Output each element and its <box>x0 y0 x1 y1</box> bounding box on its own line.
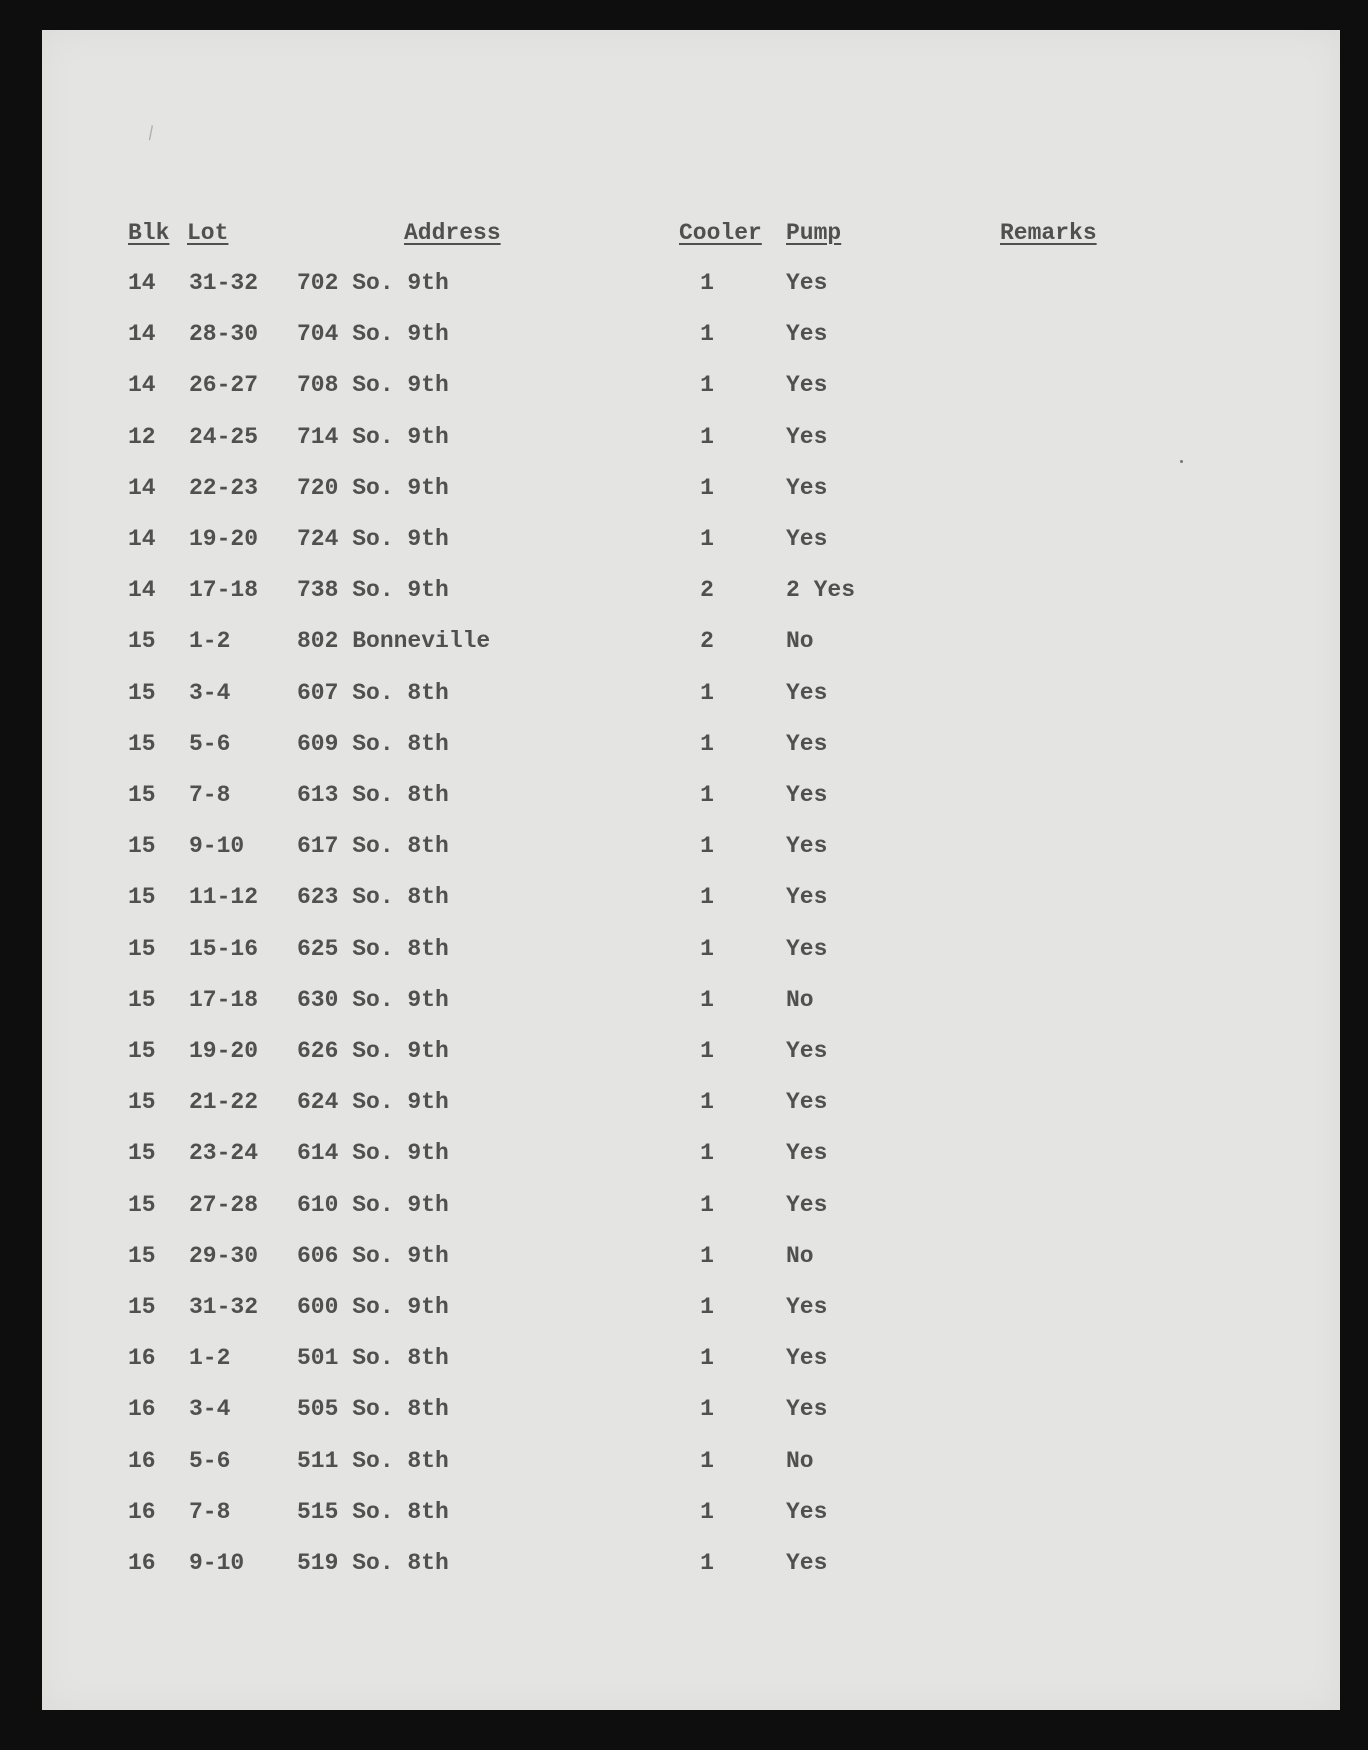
table-row <box>42 1343 1340 1373</box>
pencil-mark: \ <box>138 123 160 146</box>
cell-blk: 14 <box>128 270 156 296</box>
cell-cooler: 1 <box>700 1192 714 1218</box>
cell-pump: Yes <box>786 372 828 398</box>
cell-cooler: 1 <box>700 424 714 450</box>
cell-lot: 7-8 <box>189 782 231 808</box>
cell-blk: 14 <box>128 526 156 552</box>
cell-lot: 5-6 <box>189 1448 231 1474</box>
cell-pump: Yes <box>786 1140 828 1166</box>
cell-lot: 3-4 <box>189 1396 231 1422</box>
cell-pump: No <box>786 1243 814 1269</box>
cell-cooler: 1 <box>700 1243 714 1269</box>
table-row <box>42 473 1340 503</box>
cell-blk: 12 <box>128 424 156 450</box>
cell-pump: No <box>786 628 814 654</box>
cell-blk: 15 <box>128 628 156 654</box>
cell-blk: 14 <box>128 475 156 501</box>
table-row <box>42 626 1340 656</box>
cell-blk: 15 <box>128 1140 156 1166</box>
cell-address: 625 So. 8th <box>297 936 449 962</box>
cell-cooler: 1 <box>700 1396 714 1422</box>
cell-pump: Yes <box>786 1499 828 1525</box>
cell-address: 511 So. 8th <box>297 1448 449 1474</box>
table-row <box>42 678 1340 708</box>
cell-cooler: 1 <box>700 1448 714 1474</box>
cell-lot: 24-25 <box>189 424 259 450</box>
cell-blk: 15 <box>128 1192 156 1218</box>
cell-lot: 15-16 <box>189 936 259 962</box>
cell-lot: 11-12 <box>189 884 259 910</box>
table-row <box>42 575 1340 605</box>
table-row <box>42 831 1340 861</box>
cell-address: 626 So. 9th <box>297 1038 449 1064</box>
cell-blk: 15 <box>128 731 156 757</box>
cell-lot: 21-22 <box>189 1089 259 1115</box>
cell-cooler: 1 <box>700 833 714 859</box>
cell-address: 630 So. 9th <box>297 987 449 1013</box>
cell-lot: 22-23 <box>189 475 259 501</box>
cell-address: 623 So. 8th <box>297 884 449 910</box>
cell-cooler: 1 <box>700 1140 714 1166</box>
document-page <box>42 30 1340 1710</box>
cell-blk: 14 <box>128 372 156 398</box>
table-row <box>42 1036 1340 1066</box>
table-row <box>42 1446 1340 1476</box>
cell-cooler: 1 <box>700 1089 714 1115</box>
cell-blk: 16 <box>128 1550 156 1576</box>
header-address: Address <box>404 220 501 246</box>
cell-blk: 14 <box>128 577 156 603</box>
cell-cooler: 2 <box>700 577 714 603</box>
cell-address: 607 So. 8th <box>297 680 449 706</box>
cell-cooler: 1 <box>700 936 714 962</box>
cell-address: 802 Bonneville <box>297 628 491 654</box>
table-header <box>42 218 1340 248</box>
cell-blk: 15 <box>128 833 156 859</box>
cell-cooler: 1 <box>700 526 714 552</box>
cell-blk: 16 <box>128 1345 156 1371</box>
table-row <box>42 1241 1340 1271</box>
cell-blk: 15 <box>128 1089 156 1115</box>
cell-blk: 15 <box>128 1243 156 1269</box>
cell-address: 720 So. 9th <box>297 475 449 501</box>
table-row <box>42 1292 1340 1322</box>
cell-pump: Yes <box>786 270 828 296</box>
cell-cooler: 1 <box>700 680 714 706</box>
cell-pump: Yes <box>786 321 828 347</box>
table-row <box>42 882 1340 912</box>
table-row <box>42 1548 1340 1578</box>
cell-cooler: 1 <box>700 1038 714 1064</box>
cell-lot: 5-6 <box>189 731 231 757</box>
cell-address: 738 So. 9th <box>297 577 449 603</box>
cell-address: 708 So. 9th <box>297 372 449 398</box>
cell-lot: 28-30 <box>189 321 259 347</box>
cell-address: 606 So. 9th <box>297 1243 449 1269</box>
cell-pump: No <box>786 987 814 1013</box>
cell-cooler: 1 <box>700 987 714 1013</box>
table-row <box>42 370 1340 400</box>
header-cooler: Cooler <box>679 220 762 246</box>
table-row <box>42 319 1340 349</box>
cell-pump: Yes <box>786 475 828 501</box>
cell-pump: Yes <box>786 424 828 450</box>
cell-cooler: 1 <box>700 1550 714 1576</box>
cell-blk: 15 <box>128 1294 156 1320</box>
cell-cooler: 1 <box>700 321 714 347</box>
cell-pump: No <box>786 1448 814 1474</box>
cell-lot: 19-20 <box>189 1038 259 1064</box>
cell-cooler: 1 <box>700 1345 714 1371</box>
cell-cooler: 1 <box>700 884 714 910</box>
cell-lot: 23-24 <box>189 1140 259 1166</box>
cell-pump: Yes <box>786 1550 828 1576</box>
cell-lot: 9-10 <box>189 1550 245 1576</box>
cell-lot: 19-20 <box>189 526 259 552</box>
table-row <box>42 1394 1340 1424</box>
cell-cooler: 1 <box>700 372 714 398</box>
cell-lot: 29-30 <box>189 1243 259 1269</box>
cell-address: 624 So. 9th <box>297 1089 449 1115</box>
table-row <box>42 268 1340 298</box>
header-blk: Blk <box>128 220 170 246</box>
cell-lot: 9-10 <box>189 833 245 859</box>
cell-address: 519 So. 8th <box>297 1550 449 1576</box>
cell-blk: 15 <box>128 680 156 706</box>
cell-lot: 17-18 <box>189 577 259 603</box>
cell-cooler: 1 <box>700 475 714 501</box>
cell-address: 617 So. 8th <box>297 833 449 859</box>
table-row <box>42 1497 1340 1527</box>
cell-address: 613 So. 8th <box>297 782 449 808</box>
cell-pump: Yes <box>786 782 828 808</box>
table-row <box>42 1087 1340 1117</box>
cell-pump: Yes <box>786 884 828 910</box>
table-row <box>42 524 1340 554</box>
cell-pump: Yes <box>786 680 828 706</box>
header-pump: Pump <box>786 220 842 246</box>
cell-blk: 15 <box>128 782 156 808</box>
table-row <box>42 985 1340 1015</box>
cell-lot: 3-4 <box>189 680 231 706</box>
cell-lot: 1-2 <box>189 1345 231 1371</box>
cell-address: 714 So. 9th <box>297 424 449 450</box>
cell-pump: Yes <box>786 526 828 552</box>
cell-cooler: 1 <box>700 1294 714 1320</box>
cell-pump: Yes <box>786 1038 828 1064</box>
table-row <box>42 934 1340 964</box>
speck <box>1180 460 1183 463</box>
cell-lot: 17-18 <box>189 987 259 1013</box>
header-lot: Lot <box>187 220 229 246</box>
cell-lot: 1-2 <box>189 628 231 654</box>
cell-blk: 16 <box>128 1499 156 1525</box>
cell-address: 724 So. 9th <box>297 526 449 552</box>
cell-blk: 15 <box>128 987 156 1013</box>
cell-blk: 15 <box>128 936 156 962</box>
table-row <box>42 1138 1340 1168</box>
cell-cooler: 2 <box>700 628 714 654</box>
table-row <box>42 729 1340 759</box>
cell-address: 505 So. 8th <box>297 1396 449 1422</box>
cell-address: 614 So. 9th <box>297 1140 449 1166</box>
cell-pump: Yes <box>786 1089 828 1115</box>
cell-lot: 27-28 <box>189 1192 259 1218</box>
cell-address: 515 So. 8th <box>297 1499 449 1525</box>
cell-lot: 7-8 <box>189 1499 231 1525</box>
cell-address: 609 So. 8th <box>297 731 449 757</box>
cell-lot: 31-32 <box>189 1294 259 1320</box>
cell-address: 702 So. 9th <box>297 270 449 296</box>
cell-lot: 31-32 <box>189 270 259 296</box>
cell-address: 704 So. 9th <box>297 321 449 347</box>
cell-blk: 15 <box>128 1038 156 1064</box>
table-row <box>42 422 1340 452</box>
cell-cooler: 1 <box>700 1499 714 1525</box>
cell-pump: Yes <box>786 1192 828 1218</box>
cell-pump: 2 Yes <box>786 577 856 603</box>
cell-pump: Yes <box>786 936 828 962</box>
header-remarks: Remarks <box>1000 220 1097 246</box>
table-row <box>42 1190 1340 1220</box>
cell-cooler: 1 <box>700 782 714 808</box>
cell-blk: 14 <box>128 321 156 347</box>
table-row <box>42 780 1340 810</box>
cell-pump: Yes <box>786 1396 828 1422</box>
cell-blk: 16 <box>128 1396 156 1422</box>
cell-address: 501 So. 8th <box>297 1345 449 1371</box>
cell-pump: Yes <box>786 1345 828 1371</box>
cell-blk: 16 <box>128 1448 156 1474</box>
cell-address: 600 So. 9th <box>297 1294 449 1320</box>
cell-lot: 26-27 <box>189 372 259 398</box>
cell-pump: Yes <box>786 1294 828 1320</box>
cell-blk: 15 <box>128 884 156 910</box>
cell-cooler: 1 <box>700 731 714 757</box>
cell-pump: Yes <box>786 731 828 757</box>
cell-cooler: 1 <box>700 270 714 296</box>
cell-address: 610 So. 9th <box>297 1192 449 1218</box>
cell-pump: Yes <box>786 833 828 859</box>
